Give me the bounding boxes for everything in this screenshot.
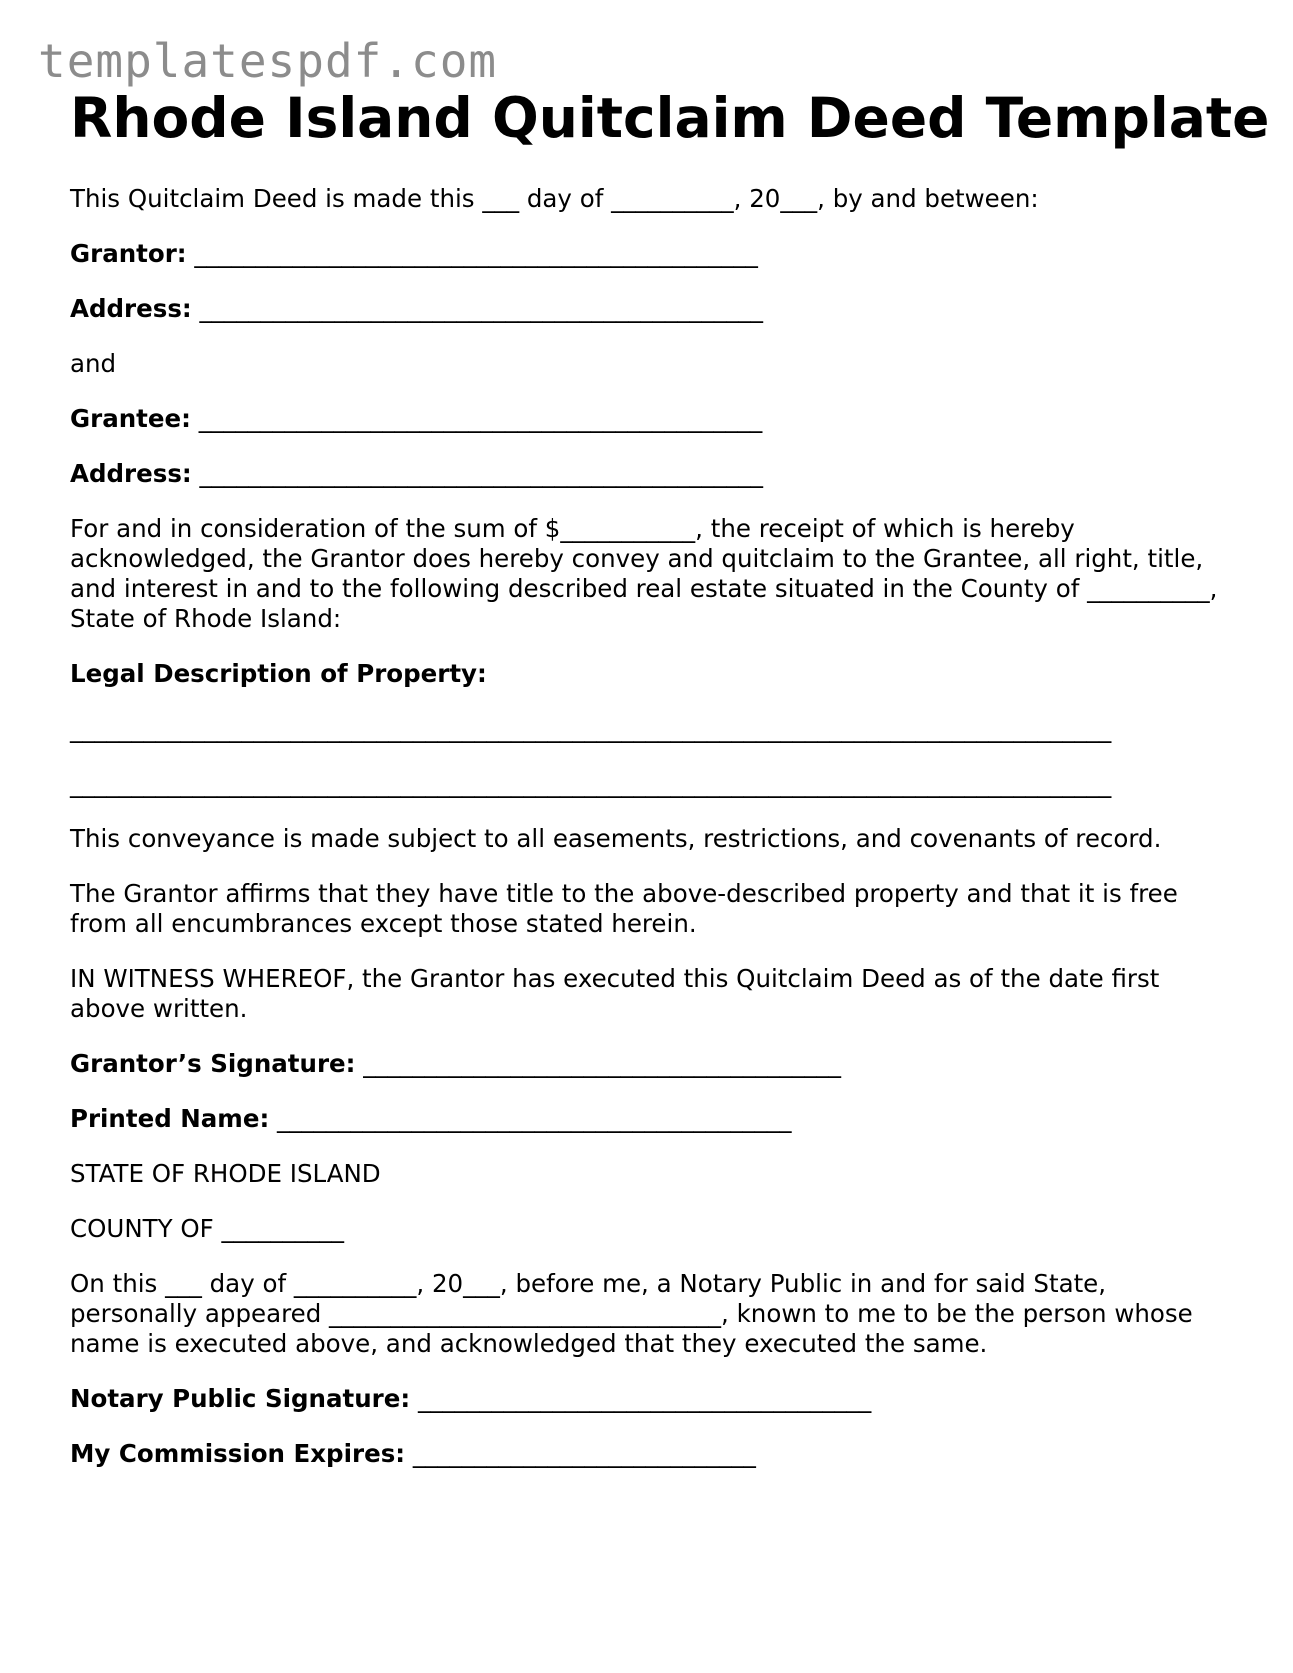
- grantee-field[interactable]: [70, 404, 1220, 434]
- affirmation-paragraph: The Grantor affirms that they have title to the above-described property and that it is free from all encumbrances except those stated herein.: [70, 879, 1178, 938]
- consideration-paragraph: For and in consideration of the sum of $___________, the receipt of which is hereby acknowledged, the Grantor does hereby convey and quitclaim to the Grantee, all right, title, and interest in and to the following described real estate situated in the County of __________, State of Rhode Island:: [70, 514, 1218, 633]
- conveyance-paragraph: This conveyance is made subject to all easements, restrictions, and covenants of record.: [70, 824, 1162, 853]
- grantor-signature-field[interactable]: [70, 1049, 1220, 1079]
- page-title: Rhode Island Quitclaim Deed Template: [70, 86, 1270, 150]
- witness-paragraph: IN WITNESS WHEREOF, the Grantor has executed this Quitclaim Deed as of the date first above written.: [70, 964, 1160, 1023]
- grantor-address-blank[interactable]: ______________________________________________: [191, 294, 763, 323]
- notary-paragraph: On this ___ day of __________, 20___, before me, a Notary Public in and for said State, personally appeared ________________________________, known to me to be the person whose name is executed above, and acknowledged that they executed the same.: [70, 1269, 1193, 1358]
- notary-signature-field[interactable]: [70, 1384, 1220, 1414]
- notary-signature-label: Notary Public Signature:: [70, 1384, 411, 1413]
- grantee-address-blank[interactable]: ______________________________________________: [191, 459, 763, 488]
- grantor-signature-blank[interactable]: _______________________________________: [355, 1049, 841, 1078]
- commission-blank[interactable]: ____________________________: [405, 1439, 756, 1468]
- and-text: and: [70, 349, 117, 378]
- intro-text: This Quitclaim Deed is made this ___ day of __________, 20___, by and between:: [70, 184, 1039, 213]
- notary-signature-blank[interactable]: _____________________________________: [410, 1384, 872, 1413]
- grantor-field[interactable]: [70, 239, 1220, 269]
- grantor-signature-label: Grantor’s Signature:: [70, 1049, 356, 1078]
- legal-description-line-1[interactable]: _____________________________________________________________________________________: [70, 714, 1112, 743]
- state-text: STATE OF RHODE ISLAND: [70, 1159, 381, 1188]
- commission-label: My Commission Expires:: [70, 1439, 406, 1468]
- printed-name-blank[interactable]: __________________________________________: [269, 1104, 792, 1133]
- legal-description-label: Legal Description of Property:: [70, 659, 487, 688]
- grantor-address-label: Address:: [70, 294, 192, 323]
- commission-field[interactable]: [70, 1439, 1220, 1469]
- grantee-blank[interactable]: ______________________________________________: [190, 404, 763, 433]
- printed-name-field[interactable]: [70, 1104, 1220, 1134]
- county-text: COUNTY OF __________: [70, 1214, 345, 1243]
- watermark: templatespdf.com: [38, 34, 498, 88]
- grantee-label: Grantee:: [70, 404, 191, 433]
- grantee-address-field[interactable]: [70, 459, 1220, 489]
- grantee-address-label: Address:: [70, 459, 192, 488]
- printed-name-label: Printed Name:: [70, 1104, 270, 1133]
- grantor-blank[interactable]: ______________________________________________: [186, 239, 758, 268]
- grantor-address-field[interactable]: [70, 294, 1220, 324]
- legal-description-line-2[interactable]: _____________________________________________________________________________________: [70, 769, 1112, 798]
- document-body: [70, 184, 1220, 1494]
- grantor-label: Grantor:: [70, 239, 187, 268]
